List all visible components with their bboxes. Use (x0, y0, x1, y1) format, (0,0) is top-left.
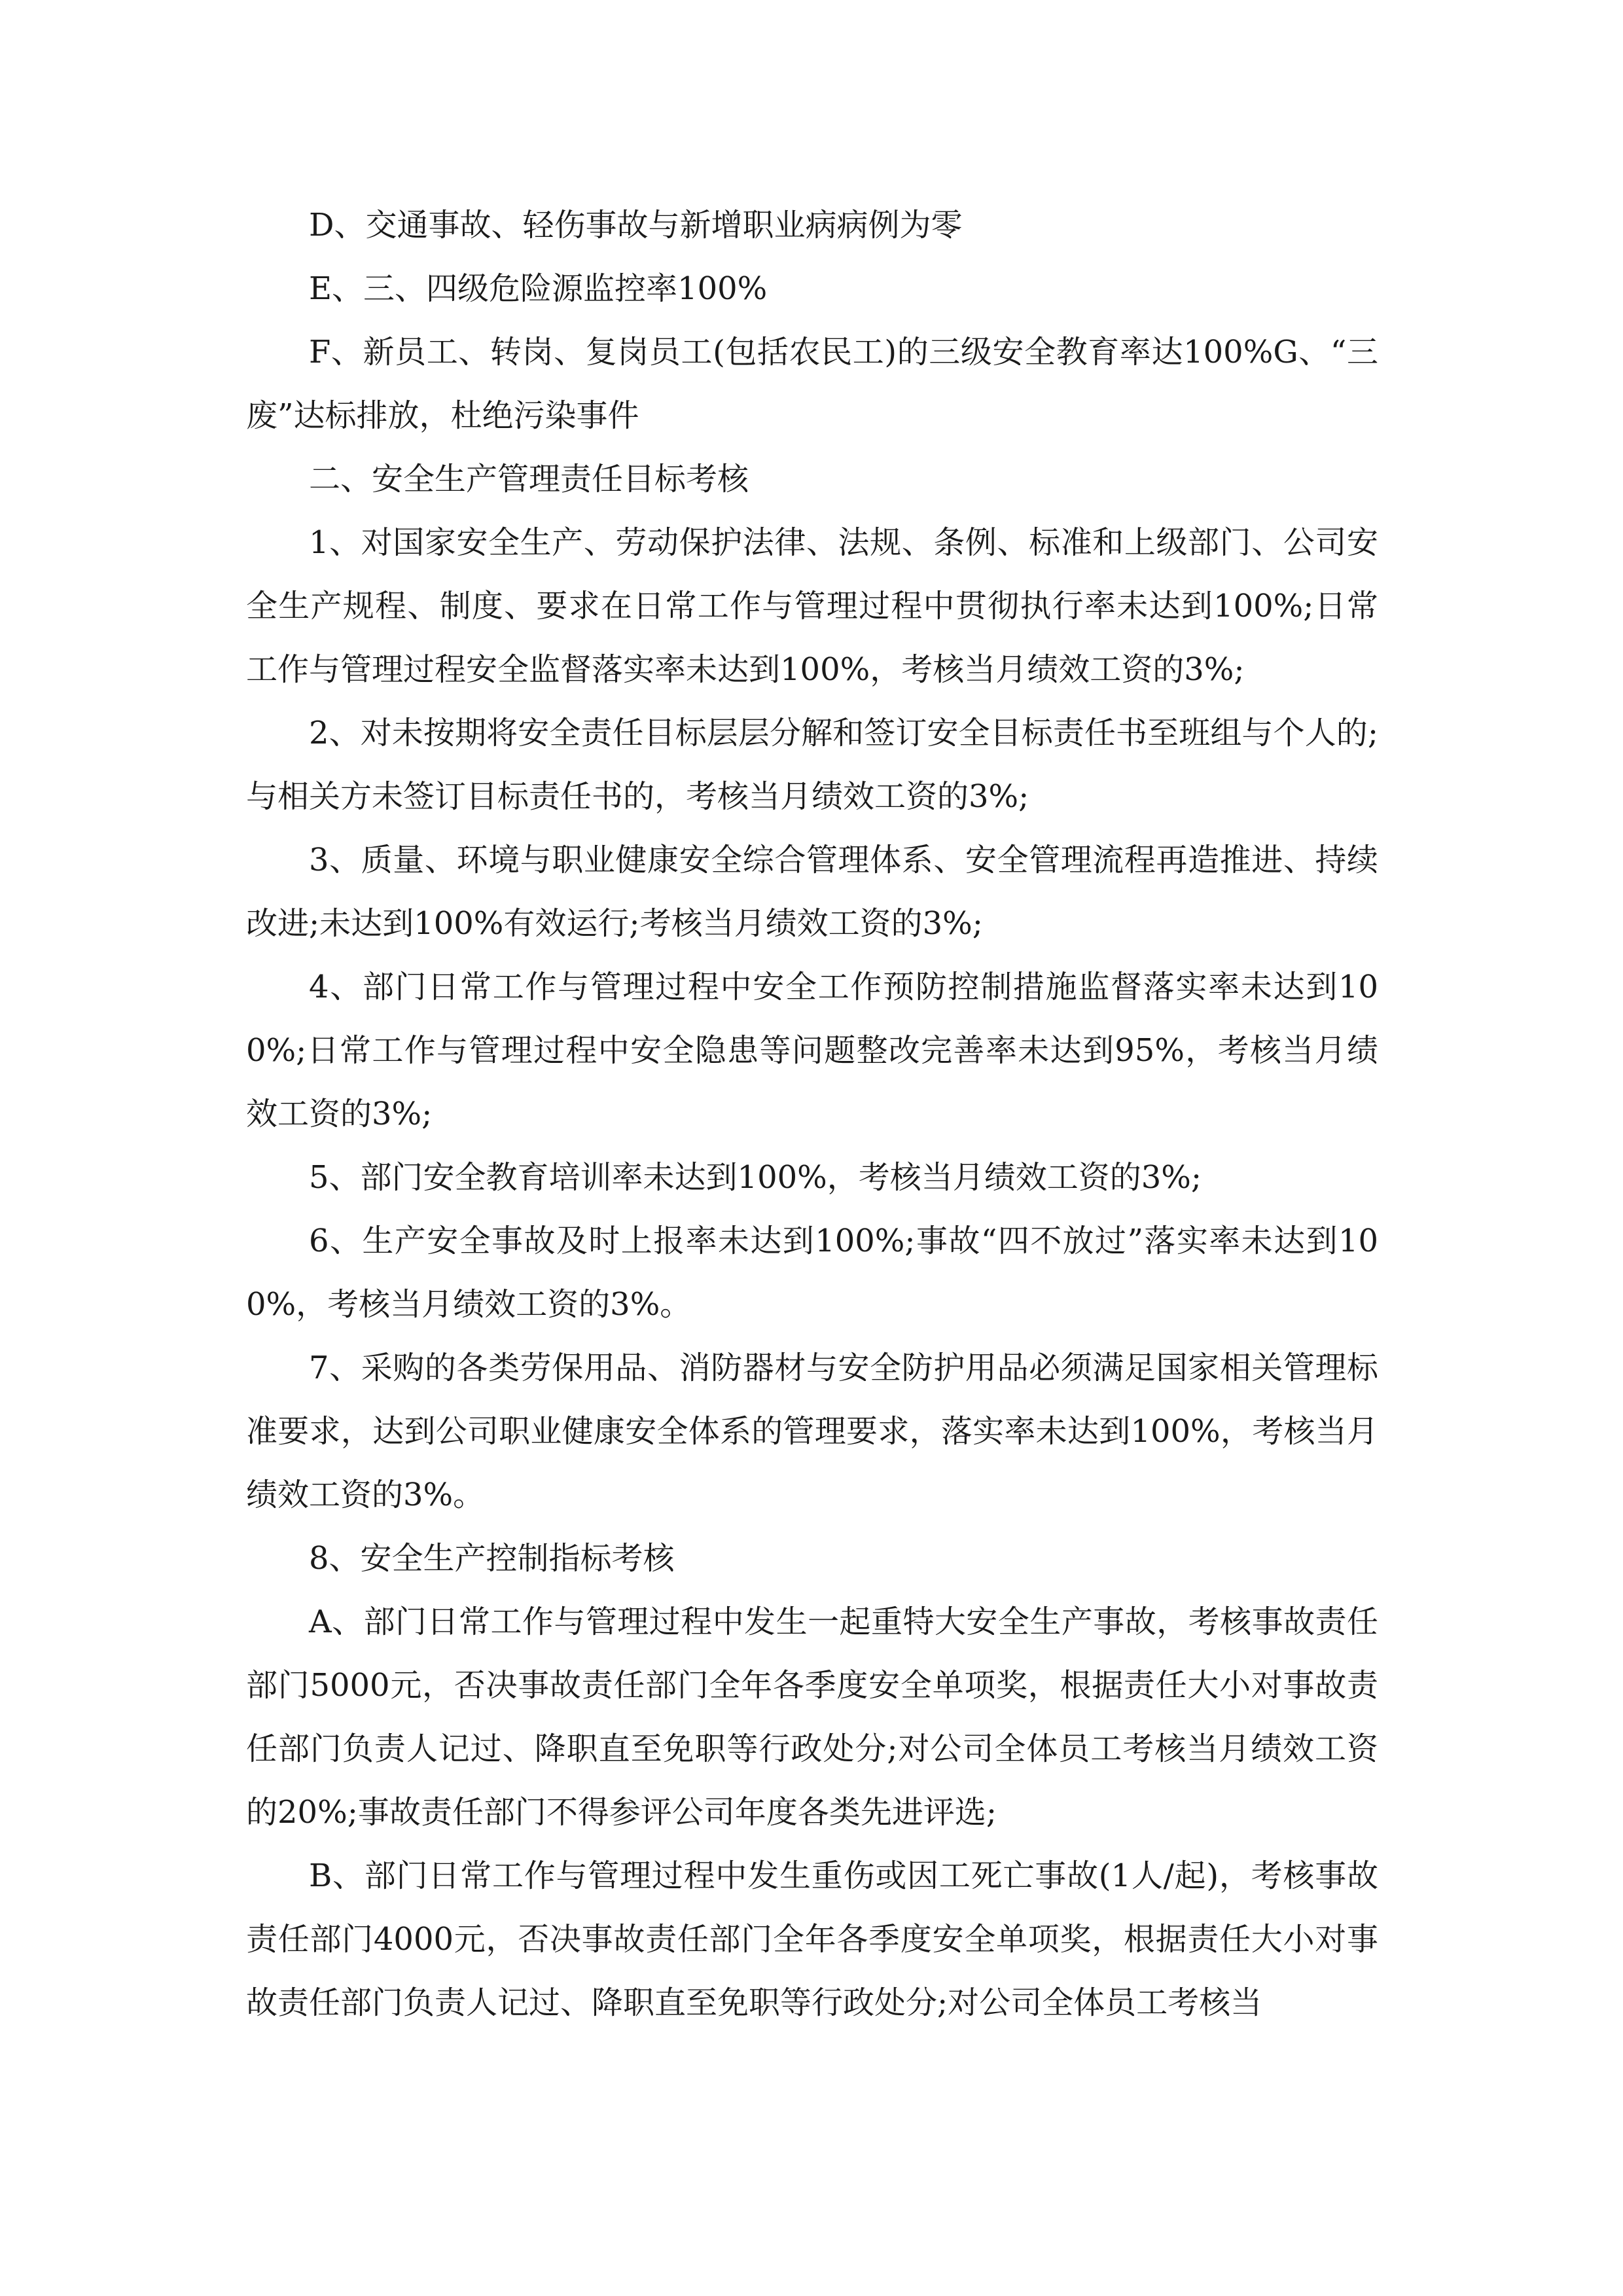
paragraph-item-f: F、新员工、转岗、复岗员工(包括农民工)的三级安全教育率达100%G、“三废”达标排放，杜绝污染事件 (246, 334, 1378, 434)
paragraph-item-e: E、三、四级危险源监控率100% (309, 270, 768, 307)
paragraph-clause-4: 4、部门日常工作与管理过程中安全工作预防控制措施监督落实率未达到100%;日常工作与管理过程中安全隐患等问题整改完善率未达到95%，考核当月绩效工资的3%; (246, 969, 1378, 1132)
paragraph-clause-3: 3、质量、环境与职业健康安全综合管理体系、安全管理流程再造推进、持续改进;未达到100%有效运行;考核当月绩效工资的3%; (246, 842, 1378, 942)
paragraph-clause-1: 1、对国家安全生产、劳动保护法律、法规、条例、标准和上级部门、公司安全生产规程、制度、要求在日常工作与管理过程中贯彻执行率未达到100%;日常工作与管理过程安全监督落实率未达到100%，考核当月绩效工资的3%; (246, 524, 1378, 688)
paragraph-clause-8: 8、安全生产控制指标考核 (309, 1540, 675, 1577)
document-body (246, 194, 1378, 2035)
paragraph-clause-5: 5、部门安全教育培训率未达到100%，考核当月绩效工资的3%; (309, 1159, 1202, 1196)
paragraph-sub-a: A、部门日常工作与管理过程中发生一起重特大安全生产事故，考核事故责任部门5000元，否决事故责任部门全年各季度安全单项奖，根据责任大小对事故责任部门负责人记过、降职直至免职等行政处分;对公司全体员工考核当月绩效工资的20%;事故责任部门不得参评公司年度各类先进评选; (246, 1604, 1378, 1831)
paragraph-sub-b: B、部门日常工作与管理过程中发生重伤或因工死亡事故(1人/起)，考核事故责任部门4000元，否决事故责任部门全年各季度安全单项奖，根据责任大小对事故责任部门负责人记过、降职直至免职等行政处分;对公司全体员工考核当 (246, 1857, 1378, 2021)
paragraph-clause-2: 2、对未按期将安全责任目标层层分解和签订安全目标责任书至班组与个人的;与相关方未签订目标责任书的，考核当月绩效工资的3%; (246, 715, 1378, 815)
section-heading: 二、安全生产管理责任目标考核 (309, 461, 749, 497)
paragraph-clause-6: 6、生产安全事故及时上报率未达到100%;事故“四不放过”落实率未达到100%，考核当月绩效工资的3%。 (246, 1223, 1378, 1323)
paragraph-item-d: D、交通事故、轻伤事故与新增职业病病例为零 (309, 207, 963, 243)
paragraph-clause-7: 7、采购的各类劳保用品、消防器材与安全防护用品必须满足国家相关管理标准要求，达到公司职业健康安全体系的管理要求，落实率未达到100%，考核当月绩效工资的3%。 (246, 1350, 1378, 1513)
